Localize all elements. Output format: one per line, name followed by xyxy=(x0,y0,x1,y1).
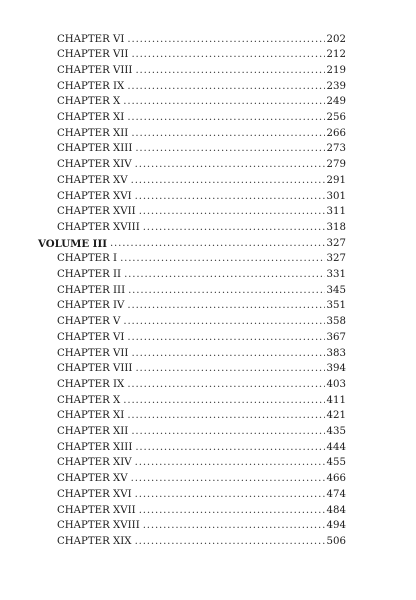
toc-chapter-entry[interactable] xyxy=(57,471,346,487)
toc-entry-label: CHAPTER XIX xyxy=(57,534,135,550)
dot-leader xyxy=(127,32,324,48)
toc-chapter-entry[interactable] xyxy=(57,110,346,126)
toc-chapter-entry[interactable] xyxy=(57,79,346,95)
toc-entry-page-number: 318 xyxy=(326,221,346,233)
toc-entry-label: CHAPTER V xyxy=(57,314,123,330)
toc-entry-label: VOLUME III xyxy=(38,236,110,252)
toc-entry-page-number: 327 xyxy=(326,253,346,265)
toc-entry-label: CHAPTER VIII xyxy=(57,63,135,79)
toc-chapter-entry[interactable] xyxy=(57,503,346,519)
dot-leader xyxy=(131,47,324,63)
toc-chapter-entry[interactable] xyxy=(57,157,346,173)
dot-leader xyxy=(143,518,325,534)
dot-leader xyxy=(120,251,324,267)
dot-leader xyxy=(127,377,324,393)
toc-entry-page-number: 249 xyxy=(326,96,346,108)
toc-entry-label: CHAPTER X xyxy=(57,94,123,110)
toc-entry-label: CHAPTER X xyxy=(57,393,123,409)
toc-entry-label: CHAPTER XII xyxy=(57,424,131,440)
toc-chapter-entry[interactable] xyxy=(57,189,346,205)
toc-chapter-entry[interactable] xyxy=(57,330,346,346)
dot-leader xyxy=(123,314,324,330)
toc-entry-label: CHAPTER VI xyxy=(57,330,127,346)
toc-entry-label: CHAPTER III xyxy=(57,283,128,299)
dot-leader xyxy=(127,79,324,95)
toc-entry-label: CHAPTER IX xyxy=(57,79,127,95)
toc-entry-page-number: 266 xyxy=(326,127,346,139)
dot-leader xyxy=(123,393,324,409)
toc-entry-page-number: 411 xyxy=(326,394,346,406)
toc-entry-label: CHAPTER XI xyxy=(57,110,127,126)
dot-leader xyxy=(131,173,325,189)
toc-entry-page-number: 311 xyxy=(326,206,346,218)
dot-leader xyxy=(135,487,325,503)
dot-leader xyxy=(123,94,324,110)
toc-chapter-entry[interactable] xyxy=(57,377,346,393)
toc-entry-label: CHAPTER IX xyxy=(57,377,127,393)
dot-leader xyxy=(127,330,324,346)
toc-entry-page-number: 202 xyxy=(326,33,346,45)
toc-chapter-entry[interactable] xyxy=(57,220,346,236)
toc-entry-page-number: 331 xyxy=(326,269,346,280)
toc-entry-label: CHAPTER VI xyxy=(57,32,127,48)
toc-entry-label: CHAPTER XVI xyxy=(57,189,135,205)
toc-entry-label: CHAPTER XIV xyxy=(57,157,135,173)
toc-entry-page-number: 421 xyxy=(326,410,346,422)
dot-leader xyxy=(143,220,325,236)
dot-leader xyxy=(131,346,324,362)
toc-entry-page-number: 394 xyxy=(326,363,346,375)
toc-entry-page-number: 345 xyxy=(326,284,346,296)
toc-entry-page-number: 256 xyxy=(326,112,346,123)
toc-entry-label: CHAPTER VIII xyxy=(57,361,135,377)
dot-leader xyxy=(135,157,325,173)
toc-entry-label: CHAPTER XI xyxy=(57,408,127,424)
toc-entry-page-number: 444 xyxy=(326,441,346,453)
dot-leader xyxy=(131,424,324,440)
toc-entry-label: CHAPTER XIII xyxy=(57,141,135,157)
toc-entry-page-number: 435 xyxy=(326,426,346,437)
toc-chapter-entry[interactable] xyxy=(57,393,346,409)
dot-leader xyxy=(131,126,324,142)
toc-chapter-entry[interactable] xyxy=(57,408,346,424)
dot-leader xyxy=(131,471,325,487)
toc-chapter-entry[interactable] xyxy=(57,361,346,377)
dot-leader xyxy=(135,534,325,550)
dot-leader xyxy=(139,204,325,220)
toc-chapter-entry[interactable] xyxy=(57,455,346,471)
dot-leader xyxy=(110,236,325,252)
toc-entry-label: CHAPTER I xyxy=(57,251,120,267)
toc-chapter-entry[interactable] xyxy=(57,534,346,550)
toc-entry-page-number: 219 xyxy=(326,64,346,76)
toc-entry-page-number: 466 xyxy=(326,473,346,485)
toc-entry-label: CHAPTER XVII xyxy=(57,204,139,220)
dot-leader xyxy=(127,110,324,126)
dot-leader xyxy=(135,141,324,157)
toc-entry-page-number: 212 xyxy=(326,49,346,61)
toc-entry-page-number: 358 xyxy=(326,316,346,328)
dot-leader xyxy=(135,189,325,205)
dot-leader xyxy=(135,455,325,471)
toc-entry-page-number: 327 xyxy=(326,237,346,249)
toc-chapter-entry[interactable] xyxy=(57,424,346,440)
toc-entry-label: CHAPTER II xyxy=(57,267,124,283)
toc-chapter-entry[interactable] xyxy=(57,141,346,157)
toc-entry-page-number: 383 xyxy=(326,347,346,359)
toc-chapter-entry[interactable] xyxy=(57,487,346,503)
toc-chapter-entry[interactable] xyxy=(57,346,346,362)
dot-leader xyxy=(124,267,324,283)
dot-leader xyxy=(135,440,324,456)
toc-entry-label: CHAPTER IV xyxy=(57,298,127,314)
toc-chapter-entry[interactable] xyxy=(57,94,346,110)
toc-chapter-entry[interactable] xyxy=(57,63,346,79)
toc-chapter-entry[interactable] xyxy=(57,32,346,48)
toc-chapter-entry[interactable] xyxy=(57,314,346,330)
toc-entry-page-number: 273 xyxy=(326,143,346,155)
toc-chapter-entry[interactable] xyxy=(57,283,346,299)
dot-leader xyxy=(128,283,324,299)
toc-chapter-entry[interactable] xyxy=(57,440,346,456)
toc-entry-label: CHAPTER VII xyxy=(57,47,131,63)
toc-entry-label: CHAPTER XVI xyxy=(57,487,135,503)
toc-entry-page-number: 291 xyxy=(326,174,346,186)
toc-entry-label: CHAPTER VII xyxy=(57,346,131,362)
toc-chapter-entry[interactable] xyxy=(57,251,346,267)
dot-leader xyxy=(139,503,325,519)
toc-entry-page-number: 455 xyxy=(326,457,346,469)
dot-leader xyxy=(127,298,324,314)
toc-entry-label: CHAPTER XVIII xyxy=(57,518,143,534)
toc-entry-page-number: 484 xyxy=(326,504,346,516)
toc-entry-label: CHAPTER XII xyxy=(57,126,131,142)
toc-entry-page-number: 239 xyxy=(326,80,346,92)
dot-leader xyxy=(135,63,324,79)
toc-chapter-entry[interactable] xyxy=(57,267,346,283)
toc-entry-page-number: 301 xyxy=(326,190,346,202)
toc-chapter-entry[interactable] xyxy=(57,518,346,534)
dot-leader xyxy=(127,408,324,424)
toc-volume-entry[interactable] xyxy=(38,236,346,252)
toc-chapter-entry[interactable] xyxy=(57,173,346,189)
toc-chapter-entry[interactable] xyxy=(57,47,346,63)
toc-entry-page-number: 279 xyxy=(326,159,346,171)
toc-entry-label: CHAPTER XVII xyxy=(57,503,139,519)
toc-entry-page-number: 494 xyxy=(326,520,346,532)
toc-entry-label: CHAPTER XIII xyxy=(57,440,135,456)
toc-entry-page-number: 351 xyxy=(326,300,346,312)
toc-entry-label: CHAPTER XV xyxy=(57,173,131,189)
toc-entry-page-number: 403 xyxy=(326,378,346,390)
toc-entry-page-number: 367 xyxy=(326,331,346,343)
toc-entry-label: CHAPTER XV xyxy=(57,471,131,487)
dot-leader xyxy=(135,361,324,377)
toc-entry-label: CHAPTER XVIII xyxy=(57,220,143,236)
toc-chapter-entry[interactable] xyxy=(57,204,346,220)
toc-chapter-entry[interactable] xyxy=(57,126,346,142)
toc-entry-page-number: 474 xyxy=(326,488,346,500)
toc-entry-label: CHAPTER XIV xyxy=(57,455,135,471)
toc-entry-page-number: 506 xyxy=(326,535,346,547)
toc-chapter-entry[interactable] xyxy=(57,298,346,314)
